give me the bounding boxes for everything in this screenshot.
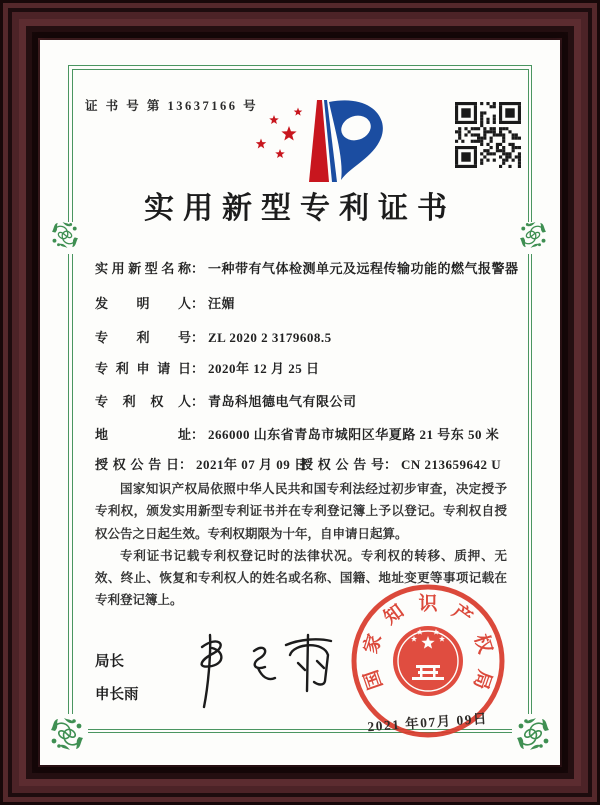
field-value: 汪媚 (208, 296, 236, 311)
svg-text:产: 产 (447, 600, 476, 630)
field-grant-date: 授权公告日： 2021年 07 月 09 日 授权公告号： CN 213659642 U (95, 454, 308, 473)
field-patent-number: 专利号： ZL 2020 2 3179608.5 (95, 327, 332, 346)
legal-paragraph-1: 国家知识产权局依照中华人民共和国专利法经过初步审查，决定授予专利权，颁发实用新型专利证书并在专利登记簿上予以登记。专利权自授权公告之日起生效。专利权期限为十年，自申请日起算。 (95, 482, 507, 541)
field-value: 2021年 07 月 09 日 (196, 457, 308, 472)
national-emblem (393, 626, 463, 696)
svg-text:识: 识 (418, 593, 438, 615)
svg-text:2021 年07月 09日: 2021 年07月 09日 (366, 710, 489, 735)
cnipa-patent-logo (245, 90, 395, 192)
field-value: 一种带有气体检测单元及远程传输功能的燃气报警器 (208, 261, 519, 276)
field-value: 266000 山东省青岛市城阳区华夏路 21 号东 50 米 (208, 427, 500, 442)
field-value: 青岛科旭德电气有限公司 (208, 394, 357, 409)
certificate-title: 实用新型专利证书 (144, 192, 456, 225)
field-label: 地址 (95, 427, 191, 442)
svg-text:权: 权 (469, 631, 496, 657)
field-label: 专利号 (95, 330, 191, 345)
official-seal (336, 573, 520, 757)
certificate-number: 证 书 号 第 13637166 号 (85, 99, 259, 113)
svg-text:知: 知 (380, 600, 409, 630)
field-label: 发明人 (95, 296, 191, 311)
svg-text:国: 国 (360, 667, 388, 692)
signer-name: 申长雨 (95, 687, 139, 704)
director-signature (168, 625, 338, 715)
qr-code (455, 102, 521, 168)
field-inventor: 发明人： 汪媚 (95, 293, 235, 312)
field-value: 2020年 12 月 25 日 (208, 361, 320, 376)
field-patentee: 专利权人： 青岛科旭德电气有限公司 (95, 391, 357, 410)
field-label: 实用新型名称 (95, 261, 191, 276)
field-label: 授权公告号 (300, 457, 384, 472)
certificate-page (40, 40, 560, 765)
legal-paragraph-2: 专利证书记载专利权登记时的法律状况。专利权的转移、质押、无效、终止、恢复和专利权人的姓名或名称、国籍、地址变更等事项记载在专利登记簿上。 (95, 548, 507, 608)
svg-text:家: 家 (360, 631, 387, 657)
signer-title: 局长 (95, 654, 124, 670)
field-value: ZL 2020 2 3179608.5 (208, 330, 332, 345)
floral-ornament-bottom-left (46, 713, 88, 755)
field-utility-model-name: 实用新型名称： 一种带有气体检测单元及远程传输功能的燃气报警器 (95, 258, 519, 277)
field-filing-date: 专利申请日： 2020年 12 月 25 日 (95, 358, 320, 377)
field-label: 专利申请日 (95, 361, 191, 376)
field-value: CN 213659642 U (401, 457, 502, 472)
field-label: 专利权人 (95, 394, 191, 409)
svg-text:局: 局 (468, 667, 496, 692)
field-address: 地址： 266000 山东省青岛市城阳区华夏路 21 号东 50 米 (95, 424, 499, 443)
signer-block (95, 646, 139, 713)
field-grant-number: 授权公告号： CN 213659642 U (300, 454, 501, 473)
field-label: 授权公告日 (95, 457, 179, 472)
